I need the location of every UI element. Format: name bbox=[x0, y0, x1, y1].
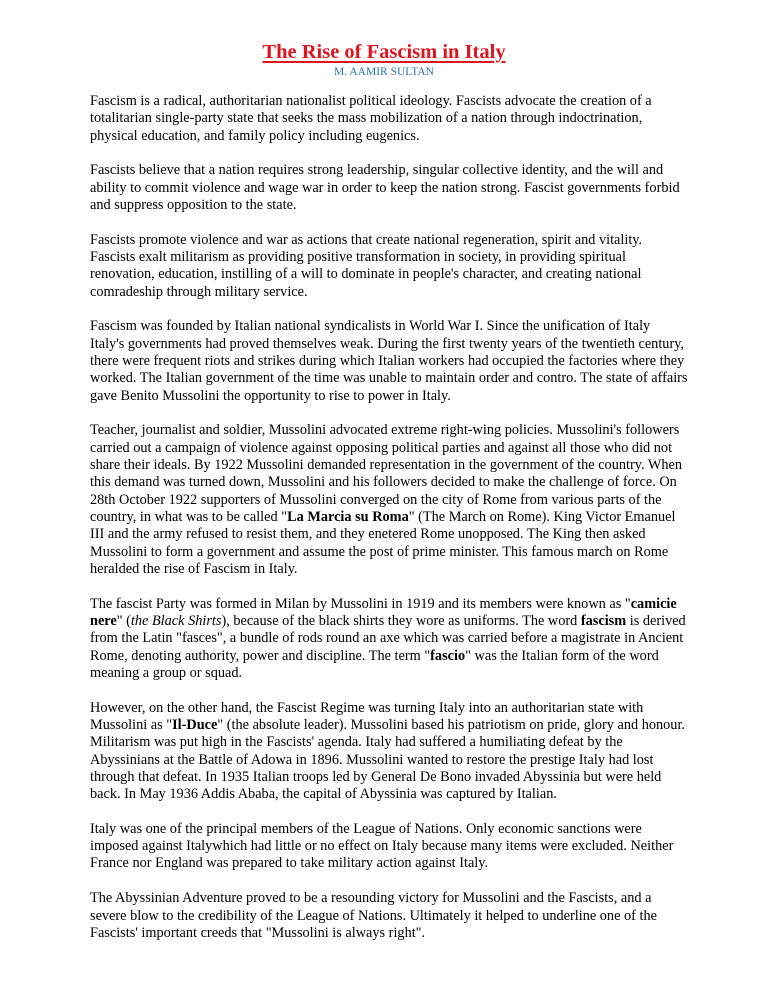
paragraph bbox=[90, 232, 730, 301]
text-run: country, in what was to be called " bbox=[90, 508, 288, 525]
text-run: Fascism was founded by Italian national syndicalists in World War I. Since the unification of Italy bbox=[90, 318, 651, 335]
text-run: " ( bbox=[116, 612, 131, 629]
text-run: physical education, and family policy including eugenics. bbox=[90, 127, 420, 144]
bold-term: nere bbox=[90, 612, 117, 629]
text-run: Abyssinians at the Battle of Adowa in 1896. Mussolini wanted to restore the prestige Italy had lost bbox=[90, 751, 654, 768]
text-run: share their ideals. By 1922 Mussolini demanded representation in the government of the country. When bbox=[90, 457, 682, 474]
text-run: severe blow to the credibility of the League of Nations. Ultimately it helped to underline one of the bbox=[90, 907, 657, 924]
paragraph bbox=[90, 596, 730, 682]
text-run: this demand was turned down, Mussolini and his followers decided to make the challenge of force. On bbox=[90, 474, 677, 491]
text-run: " (The March on Rome). King Victor Emanuel bbox=[408, 508, 676, 525]
text-run: Italy's governments had proved themselves weak. During the first twenty years of the twentieth century, bbox=[90, 335, 685, 352]
text-run: heralded the rise of Fascism in Italy. bbox=[90, 560, 298, 577]
paragraph bbox=[90, 162, 730, 214]
text-run: back. In May 1936 Addis Ababa, the capital of Abyssinia was captured by Italian. bbox=[90, 786, 557, 803]
paragraph bbox=[90, 890, 730, 942]
paragraph bbox=[90, 318, 730, 404]
paragraph bbox=[90, 821, 730, 873]
text-run: worked. The Italian government of the time was unable to maintain order and contro. The state of affairs bbox=[90, 370, 688, 387]
text-run: Fascists promote violence and war as actions that create national regeneration, spirit and vitality. bbox=[90, 231, 643, 248]
text-run: renovation, education, instilling of a will to dominate in people's character, and creating national bbox=[90, 266, 642, 283]
text-run: III and the army refused to resist them, and they enetered Rome unopposed. The King then asked bbox=[90, 526, 646, 543]
text-run: ), because of the black shirts they wore as uniforms. The word bbox=[221, 612, 581, 629]
text-run: through that defeat. In 1935 Italian troops led by General De Bono invaded Abyssinia but were held bbox=[90, 768, 662, 785]
bold-term: La Marcia su Roma bbox=[287, 508, 409, 525]
document-title: The Rise of Fascism in Italy bbox=[262, 41, 506, 63]
paragraph bbox=[90, 93, 730, 145]
paragraph bbox=[90, 700, 730, 804]
text-run: Mussolini as " bbox=[90, 716, 173, 733]
bold-term: fascio bbox=[430, 647, 466, 664]
text-run: Fascism is a radical, authoritarian nationalist political ideology. Fascists advocate the creation of a bbox=[90, 93, 652, 109]
text-run: totalitarian single-party state that seeks the mass mobilization of a nation through indoctrination, bbox=[90, 110, 643, 127]
text-run: Militarism was put high in the Fascists' agenda. Italy had suffered a humiliating defeat by the bbox=[90, 734, 623, 751]
text-run: ability to commit violence and wage war in order to keep the nation strong. Fascist governments forbid bbox=[90, 179, 680, 196]
text-run: from the Latin "fasces", a bundle of rods round an axe which was carried before a magistrate in Ancient bbox=[90, 630, 684, 647]
text-run: " was the Italian form of the word bbox=[465, 647, 659, 664]
text-run: there were frequent riots and strikes during which Italian workers had occupied the factories where they bbox=[90, 353, 685, 370]
text-run: gave Benito Mussolini the opportunity to rise to power in Italy. bbox=[90, 387, 451, 404]
text-run: meaning a group or squad. bbox=[90, 664, 243, 681]
text-run: Mussolini to form a government and assume the post of prime minister. This famous march on Rome bbox=[90, 543, 669, 560]
text-run: The fascist Party was formed in Milan by Mussolini in 1919 and its members were known as " bbox=[90, 595, 631, 612]
text-run: imposed against Italywhich had little or no effect on Italy because many items were excluded. Neither bbox=[90, 838, 674, 855]
text-run: Italy was one of the principal members of the League of Nations. Only economic sanctions were bbox=[90, 820, 642, 837]
text-run: carried out a campaign of violence against opposing political parties and against all those who did not bbox=[90, 439, 673, 456]
paragraph bbox=[90, 422, 730, 578]
bold-term: camicie bbox=[630, 595, 677, 612]
text-run: comradeship through military service. bbox=[90, 283, 308, 300]
bold-term: fascism bbox=[580, 612, 627, 629]
text-run: Fascists' important creeds that "Mussolini is always right". bbox=[90, 924, 426, 941]
bold-term: Il-Duce bbox=[172, 716, 218, 733]
document-body bbox=[90, 93, 730, 960]
text-run: and suppress opposition to the state. bbox=[90, 196, 297, 213]
text-run: Fascists believe that a nation requires strong leadership, singular collective identity, and the will and bbox=[90, 162, 664, 179]
text-run: Teacher, journalist and soldier, Mussolini advocated extreme right-wing policies. Mussolini's followers bbox=[90, 422, 680, 439]
italic-term: the Black Shirts bbox=[130, 612, 222, 629]
text-run: However, on the other hand, the Fascist Regime was turning Italy into an authoritarian state with bbox=[90, 699, 644, 716]
text-run: is derived bbox=[626, 612, 686, 629]
text-run: France nor England was prepared to take military action against Italy. bbox=[90, 855, 489, 872]
text-run: Fascists exalt militarism as providing positive transformation in society, in providing spiritual bbox=[90, 249, 626, 266]
text-run: The Abyssinian Adventure proved to be a resounding victory for Mussolini and the Fascists, and a bbox=[90, 890, 652, 907]
document-author: M. AAMIR SULTAN bbox=[334, 66, 434, 78]
text-run: " (the absolute leader). Mussolini based his patriotism on pride, glory and honour. bbox=[217, 716, 685, 733]
text-run: 28th October 1922 supporters of Mussolini converged on the city of Rome from various parts of the bbox=[90, 491, 662, 508]
text-run: Rome, denoting authority, power and discipline. The term " bbox=[90, 647, 431, 664]
